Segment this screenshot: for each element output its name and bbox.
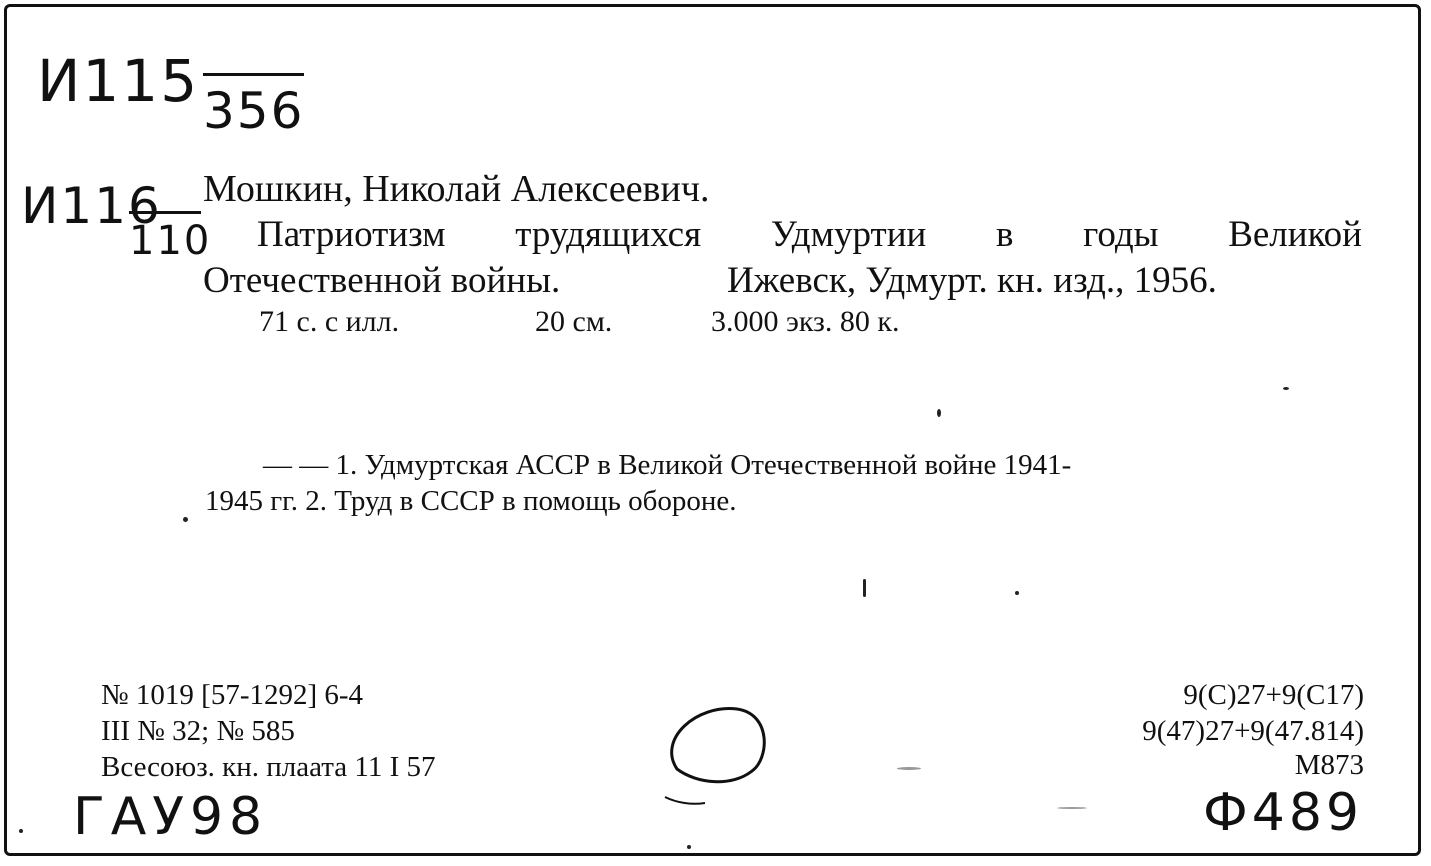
scan-speck bbox=[1283, 387, 1289, 390]
card-number-line-1: № 1019 [57-1292] 6-4 bbox=[101, 679, 364, 711]
scan-speck bbox=[183, 517, 188, 522]
imprint: Ижевск, Удмурт. кн. изд., 1956. bbox=[727, 260, 1217, 301]
title-word: годы bbox=[1083, 214, 1159, 255]
shelfmark-top-code: И115 bbox=[37, 47, 200, 115]
title-line-1 bbox=[257, 213, 1362, 256]
author-mark: М873 bbox=[1294, 749, 1364, 781]
handwritten-shelfmark-top-number bbox=[203, 73, 304, 140]
shelfmark-mid-code: И116 bbox=[21, 177, 162, 235]
scan-speck bbox=[937, 409, 941, 417]
catalog-card bbox=[4, 4, 1421, 856]
subjects-line-2: 1945 гг. 2. Труд в СССР в помощь обороне. bbox=[205, 485, 737, 517]
scan-speck bbox=[1015, 591, 1019, 595]
title-word: Удмуртии bbox=[770, 214, 927, 255]
collation-copies: 3.000 экз. 80 к. bbox=[711, 305, 900, 338]
title-line-2: Отечественной войны. bbox=[203, 260, 561, 301]
punch-hole-outline bbox=[657, 699, 777, 809]
shelfmark-mid-number: 110 bbox=[129, 218, 212, 264]
scan-speck bbox=[1057, 807, 1087, 809]
handwritten-shelfmark-mid-number bbox=[129, 211, 212, 264]
scan-speck bbox=[897, 767, 921, 770]
card-number-line-2: III № 32; № 585 bbox=[101, 715, 295, 747]
title-word: в bbox=[996, 214, 1014, 255]
scan-speck bbox=[19, 829, 23, 833]
collation-size: 20 см. bbox=[535, 305, 613, 338]
title-word: Великой bbox=[1228, 214, 1362, 255]
title-word: трудящихся bbox=[515, 214, 702, 255]
handwritten-shelfmark-top bbox=[37, 47, 199, 115]
author-heading: Мошкин, Николай Алексеевич. bbox=[203, 168, 710, 210]
collation-pages: 71 с. с илл. bbox=[259, 305, 400, 338]
classification-line-1: 9(С)27+9(С17) bbox=[1183, 679, 1364, 711]
scan-speck bbox=[863, 579, 866, 597]
title-word: Патриотизм bbox=[257, 214, 446, 255]
classification-line-2: 9(47)27+9(47.814) bbox=[1142, 715, 1364, 747]
handwritten-inventory-left: ГАУ98 bbox=[73, 787, 269, 847]
shelfmark-top-number: 356 bbox=[203, 82, 305, 140]
subjects-line-1: — — 1. Удмуртская АССР в Великой Отечественной войне 1941- bbox=[263, 449, 1072, 481]
scan-speck bbox=[687, 845, 691, 849]
card-number-line-3: Всесоюз. кн. плаата 11 I 57 bbox=[101, 751, 436, 783]
handwritten-inventory-right: Ф489 bbox=[1203, 783, 1364, 843]
